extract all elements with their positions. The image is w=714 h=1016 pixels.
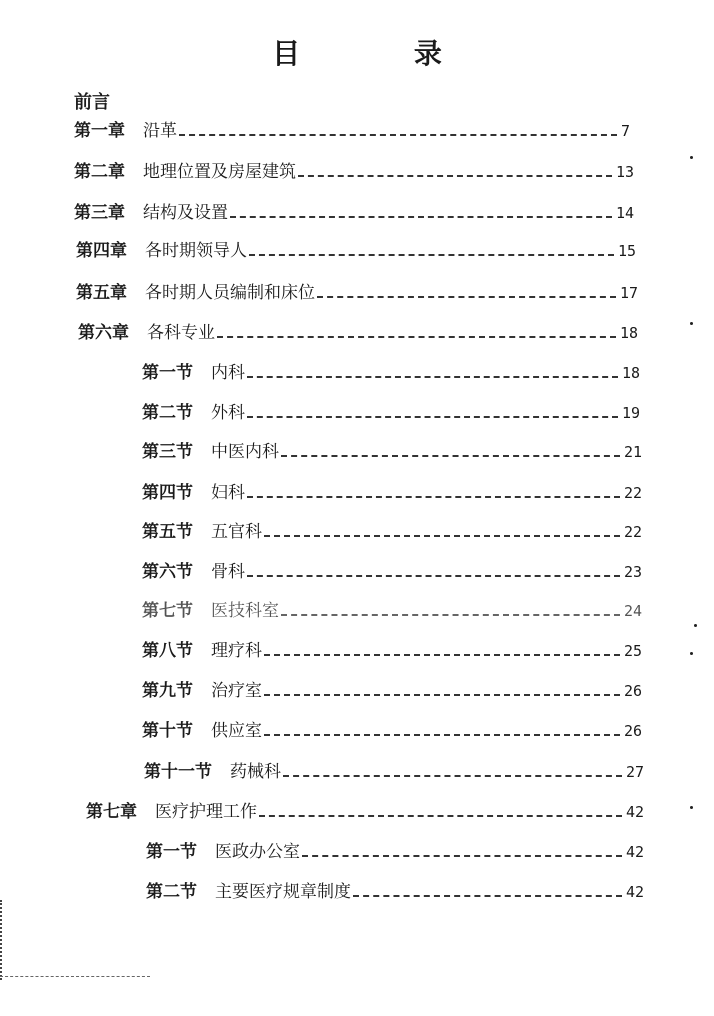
entry-number: 第五章 bbox=[76, 283, 127, 303]
toc-entry-section-6-11 bbox=[144, 757, 644, 783]
dotted-leader bbox=[247, 496, 620, 498]
toc-entry-section-6-6 bbox=[142, 557, 642, 583]
entry-page: 18 bbox=[619, 324, 638, 342]
entry-title: 沿革 bbox=[143, 121, 177, 141]
entry-page: 42 bbox=[625, 843, 644, 861]
toc-entry-section-7-1 bbox=[146, 837, 644, 863]
entry-page: 22 bbox=[623, 523, 642, 541]
entry-title: 五官科 bbox=[211, 522, 262, 542]
entry-number: 第二节 bbox=[142, 403, 193, 423]
dotted-leader bbox=[281, 455, 620, 457]
entry-number: 第九节 bbox=[142, 681, 193, 701]
toc-entry-section-6-2 bbox=[142, 398, 640, 424]
dotted-leader bbox=[264, 535, 620, 537]
dotted-leader bbox=[264, 654, 620, 656]
entry-number: 第四节 bbox=[142, 483, 193, 503]
entry-title: 各时期领导人 bbox=[145, 241, 247, 261]
entry-page: 21 bbox=[623, 443, 642, 461]
dotted-leader bbox=[264, 734, 620, 736]
entry-page: 27 bbox=[625, 763, 644, 781]
entry-page: 23 bbox=[623, 563, 642, 581]
entry-page: 19 bbox=[621, 404, 640, 422]
toc-entry-section-6-1 bbox=[142, 358, 640, 384]
toc-entry-chapter-2 bbox=[74, 157, 634, 183]
dotted-leader bbox=[259, 815, 622, 817]
toc-entry-chapter-4 bbox=[76, 236, 636, 262]
dotted-leader bbox=[247, 416, 618, 418]
entry-title: 理疗科 bbox=[211, 641, 262, 661]
toc-entry-chapter-1 bbox=[74, 116, 630, 142]
toc-entry-section-6-4 bbox=[142, 478, 642, 504]
entry-title: 主要医疗规章制度 bbox=[215, 882, 351, 902]
entry-title: 内科 bbox=[211, 363, 245, 383]
entry-page: 42 bbox=[625, 883, 644, 901]
entry-title: 药械科 bbox=[230, 762, 281, 782]
entry-number: 第一节 bbox=[146, 842, 197, 862]
entry-title: 医技科室 bbox=[211, 601, 279, 621]
dotted-leader bbox=[298, 175, 612, 177]
dotted-leader bbox=[217, 336, 616, 338]
entry-title: 结构及设置 bbox=[143, 203, 228, 223]
entry-number: 第一章 bbox=[74, 121, 125, 141]
entry-page: 15 bbox=[617, 242, 636, 260]
entry-title: 中医内科 bbox=[211, 442, 279, 462]
entry-page: 14 bbox=[615, 204, 634, 222]
entry-number: 第六节 bbox=[142, 562, 193, 582]
scan-edge-mark bbox=[0, 900, 6, 980]
toc-entry-section-6-7 bbox=[142, 596, 642, 622]
entry-number: 第二节 bbox=[146, 882, 197, 902]
entry-title: 医政办公室 bbox=[215, 842, 300, 862]
entry-page: 7 bbox=[620, 122, 630, 140]
entry-title: 妇科 bbox=[211, 483, 245, 503]
toc-entry-chapter-6 bbox=[78, 318, 638, 344]
toc-entry-section-6-10 bbox=[142, 716, 642, 742]
entry-title: 骨科 bbox=[211, 562, 245, 582]
entry-number: 第七节 bbox=[142, 601, 193, 621]
scan-bottom-mark bbox=[0, 976, 150, 977]
toc-entry-section-7-2 bbox=[146, 877, 644, 903]
dotted-leader bbox=[283, 775, 622, 777]
entry-number: 第三节 bbox=[142, 442, 193, 462]
entry-title: 治疗室 bbox=[211, 681, 262, 701]
entry-number: 第十一节 bbox=[144, 762, 212, 782]
entry-page: 26 bbox=[623, 722, 642, 740]
entry-number: 第一节 bbox=[142, 363, 193, 383]
entry-title: 外科 bbox=[211, 403, 245, 423]
entry-number: 第八节 bbox=[142, 641, 193, 661]
entry-page: 13 bbox=[615, 163, 634, 181]
dotted-leader bbox=[353, 895, 622, 897]
entry-number: 第七章 bbox=[86, 802, 137, 822]
toc-entry-chapter-3 bbox=[74, 198, 634, 224]
toc-entry-chapter-7 bbox=[86, 797, 644, 823]
entry-title: 地理位置及房屋建筑 bbox=[143, 162, 296, 182]
toc-entry-chapter-5 bbox=[76, 278, 638, 304]
dotted-leader bbox=[247, 575, 620, 577]
dotted-leader bbox=[264, 694, 620, 696]
dotted-leader bbox=[247, 376, 618, 378]
toc-entry-section-6-5 bbox=[142, 517, 642, 543]
entry-page: 18 bbox=[621, 364, 640, 382]
entry-title: 医疗护理工作 bbox=[155, 802, 257, 822]
entry-page: 26 bbox=[623, 682, 642, 700]
entry-page: 42 bbox=[625, 803, 644, 821]
dotted-leader bbox=[302, 855, 622, 857]
dotted-leader bbox=[230, 216, 612, 218]
entry-number: 第二章 bbox=[74, 162, 125, 182]
toc-entry-section-6-9 bbox=[142, 676, 642, 702]
entry-number: 第三章 bbox=[74, 203, 125, 223]
entry-number: 第十节 bbox=[142, 721, 193, 741]
entry-page: 24 bbox=[623, 602, 642, 620]
entry-page: 17 bbox=[619, 284, 638, 302]
entry-number: 第六章 bbox=[78, 323, 129, 343]
preface-entry: 前言 bbox=[74, 92, 110, 113]
entry-page: 25 bbox=[623, 642, 642, 660]
entry-title: 供应室 bbox=[211, 721, 262, 741]
dotted-leader bbox=[249, 254, 614, 256]
entry-number: 第五节 bbox=[142, 522, 193, 542]
entry-page: 22 bbox=[623, 484, 642, 502]
page-title: 目 录 bbox=[272, 37, 494, 70]
entry-number: 第四章 bbox=[76, 241, 127, 261]
entry-title: 各时期人员编制和床位 bbox=[145, 283, 315, 303]
dotted-leader bbox=[317, 296, 616, 298]
entry-title: 各科专业 bbox=[147, 323, 215, 343]
toc-entry-section-6-8 bbox=[142, 636, 642, 662]
dotted-leader bbox=[179, 134, 617, 136]
dotted-leader bbox=[281, 614, 620, 616]
toc-entry-section-6-3 bbox=[142, 437, 642, 463]
